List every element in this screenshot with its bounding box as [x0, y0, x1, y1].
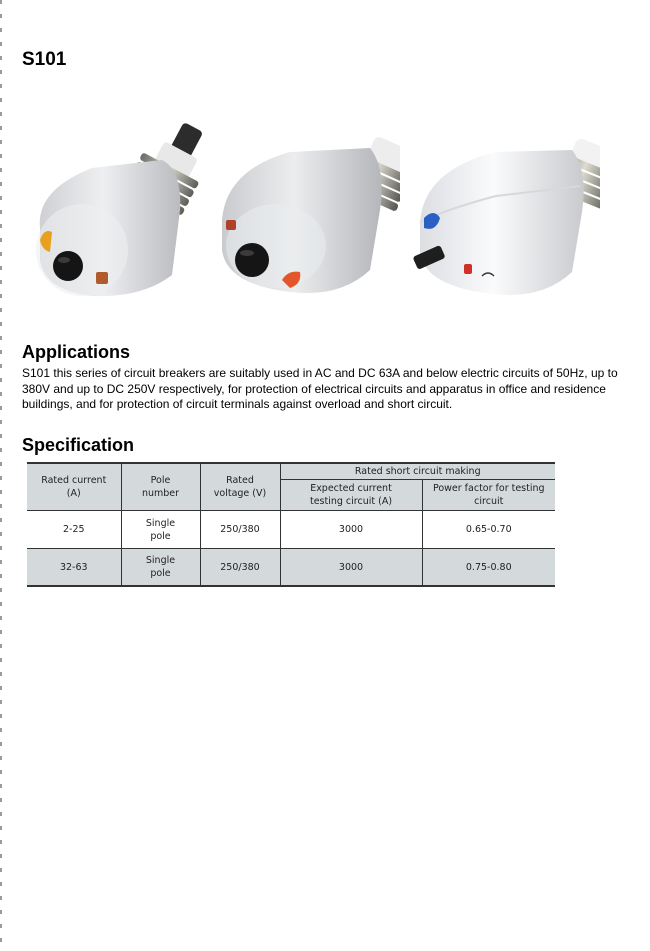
cell-pole: Single pole [121, 549, 200, 587]
specification-heading: Specification [22, 435, 135, 455]
applications-heading: Applications [22, 342, 131, 362]
header-power-factor: Power factor for testing circuit [422, 480, 555, 511]
product-image-2 [210, 100, 400, 300]
cell-expected: 3000 [280, 549, 422, 587]
table-row [27, 549, 555, 587]
applications-line: S101 this series of circuit breakers are suitably used in AC and DC 63A and below electric circuits of 50Hz, up to [22, 366, 618, 380]
header-rated-current: Rated current (A) [27, 463, 121, 511]
circuit-breaker-icon [410, 100, 600, 300]
cell-expected: 3000 [280, 511, 422, 549]
cell-voltage: 250/380 [200, 549, 280, 587]
header-expected-current: Expected current testing circuit (A) [280, 480, 422, 511]
specification-table [27, 462, 555, 587]
applications-paragraph [22, 366, 622, 413]
cell-voltage: 250/380 [200, 511, 280, 549]
table-header-row [27, 463, 555, 480]
header-short-circuit-group: Rated short circuit making [280, 463, 555, 480]
product-image-1 [22, 100, 212, 300]
product-image-3 [410, 100, 600, 300]
circuit-breaker-icon [210, 100, 400, 300]
applications-line: buildings, and for protection of circuit terminals against overload and short circuit. [22, 397, 453, 412]
cell-factor: 0.75-0.80 [422, 549, 555, 587]
table-row [27, 511, 555, 549]
cell-pole: Single pole [121, 511, 200, 549]
applications-line: 380V and up to DC 250V respectively, for protection of electrical circuits and apparatus in office and residence [22, 381, 606, 396]
circuit-breaker-icon [22, 100, 212, 300]
cell-factor: 0.65-0.70 [422, 511, 555, 549]
page-edge-marks [0, 0, 2, 951]
header-pole-number: Pole number [121, 463, 200, 511]
page-title: S101 [22, 49, 67, 70]
cell-current: 2-25 [27, 511, 121, 549]
header-rated-voltage: Rated voltage (V) [200, 463, 280, 511]
cell-current: 32-63 [27, 549, 121, 587]
